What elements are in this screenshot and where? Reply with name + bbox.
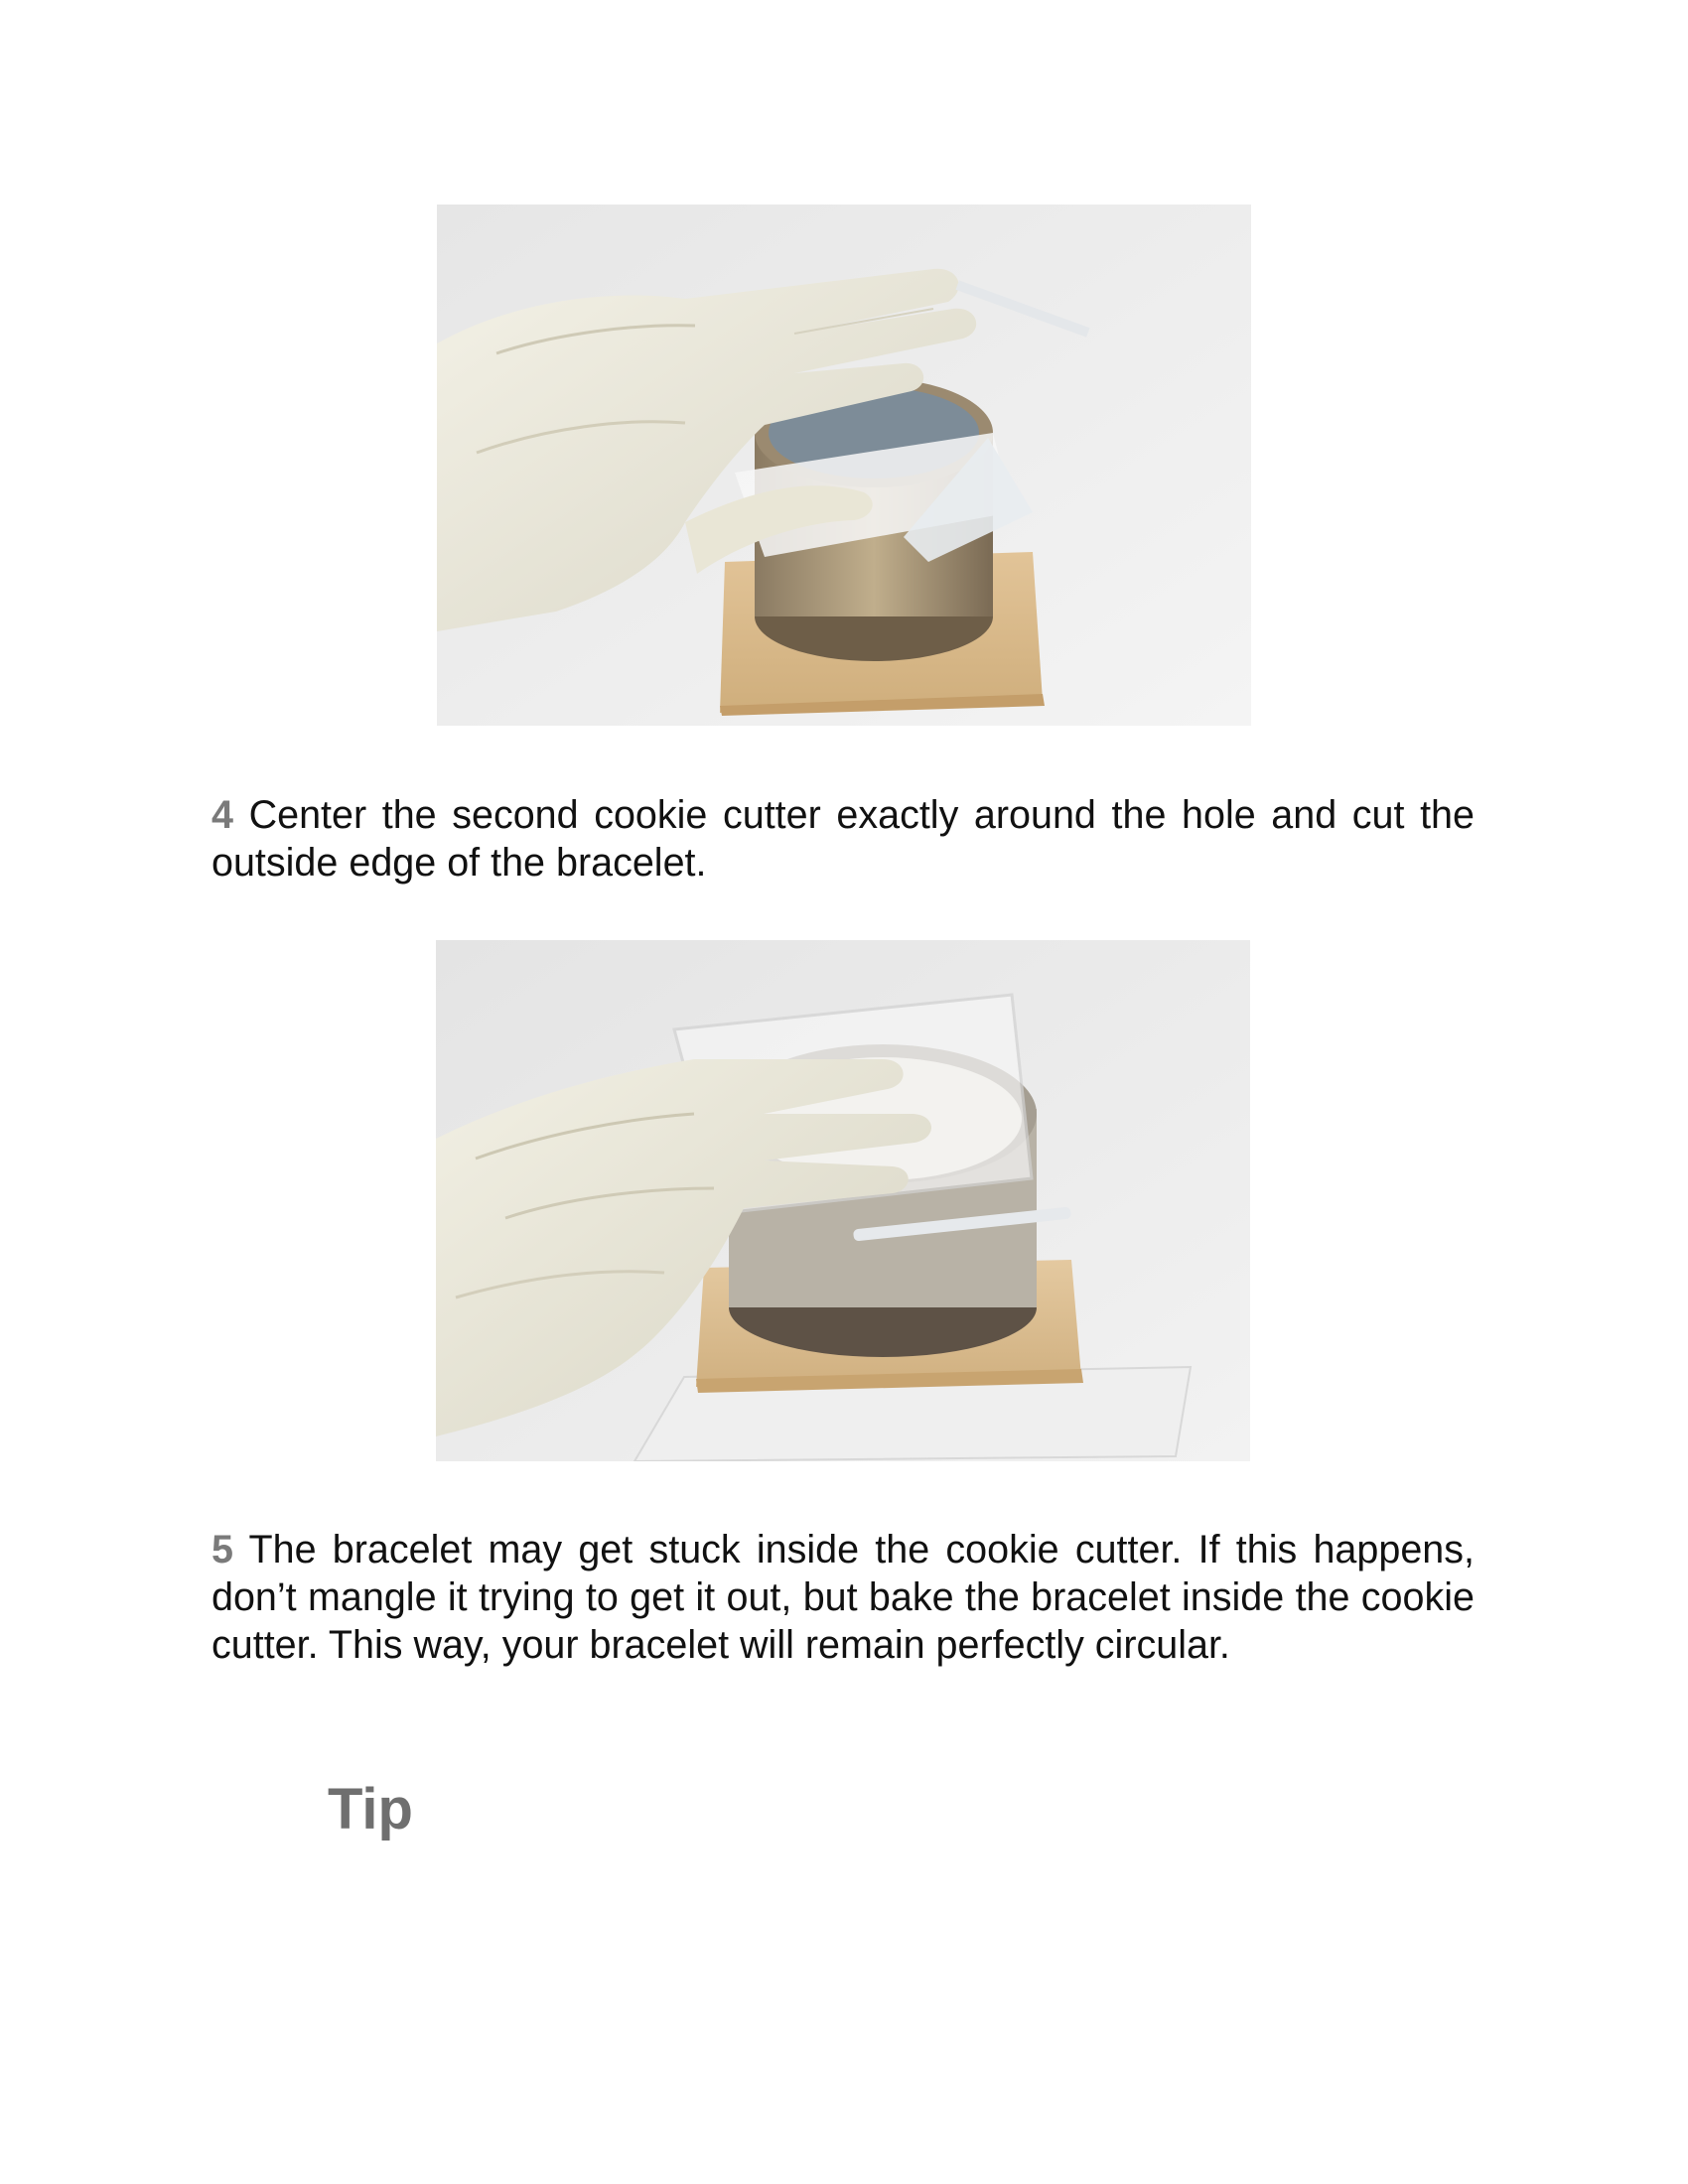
step-number: 4 <box>211 793 233 837</box>
step-4 <box>211 791 1475 887</box>
tip-heading: Tip <box>328 1777 413 1842</box>
photo-hand-cutting-inner-hole <box>437 205 1251 726</box>
step-5 <box>211 1526 1475 1669</box>
photo-hand-cutting-outer-edge <box>436 940 1250 1461</box>
step-text: Center the second cookie cutter exactly around the hole and cut the outside edge of the bracelet. <box>211 793 1475 885</box>
step-number: 5 <box>211 1528 233 1571</box>
step-text: The bracelet may get stuck inside the cookie cutter. If this happens, don’t mangle it trying to get it out, but bake the bracelet inside the cookie cutter. This way, your bracelet will remain perfectly circular. <box>211 1528 1475 1667</box>
